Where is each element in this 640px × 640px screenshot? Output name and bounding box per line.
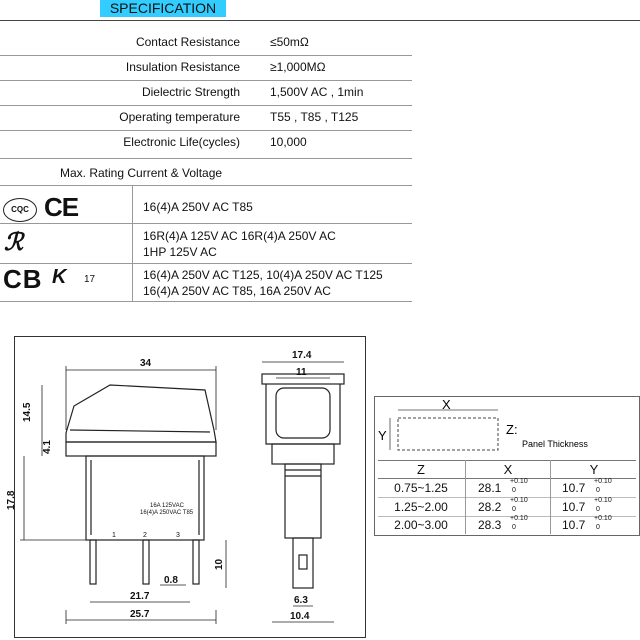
switch-housing	[86, 456, 204, 540]
spec-value: ≤50mΩ	[270, 35, 309, 49]
spec-value: 10,000	[270, 135, 307, 149]
y-value: 10.7	[562, 500, 586, 514]
y-tolerance-upper: +0.10	[594, 478, 612, 485]
x-tolerance-upper: +0.10	[510, 478, 528, 485]
cqc-logo: CQC	[3, 198, 37, 222]
spec-row	[0, 130, 640, 155]
pin-label: 1	[112, 532, 116, 539]
cert-line: 16(4)A 250V AC T85	[143, 200, 253, 214]
ce-logo: CE	[44, 192, 79, 222]
cert-line: 16(4)A 250V AC T125, 10(4)A 250V AC T125	[143, 268, 383, 282]
y-value: 10.7	[562, 481, 586, 495]
spec-value: ≥1,000MΩ	[270, 60, 326, 74]
kema-logo: K	[52, 266, 67, 288]
spec-value: T55 , T85 , T125	[270, 110, 359, 124]
spec-label: Dielectric Strength	[141, 85, 240, 99]
panel-cutout-rect	[398, 418, 498, 450]
x-tolerance-lower: 0	[512, 487, 516, 494]
side-bezel	[272, 444, 334, 464]
pin-1	[90, 540, 96, 584]
x-tolerance-upper: +0.10	[510, 497, 528, 504]
col-header-x: X	[503, 462, 513, 477]
dim-34: 34	[140, 358, 152, 369]
specification-title: SPECIFICATION	[100, 0, 226, 17]
switch-bezel	[66, 442, 216, 456]
dim-6-3: 6.3	[294, 595, 308, 606]
table-rule	[378, 460, 636, 461]
row-divider	[0, 158, 412, 159]
col-header-z: Z	[417, 462, 425, 477]
panel-cutout-diagram	[374, 396, 638, 460]
side-housing	[285, 464, 321, 538]
pin-label: 2	[143, 532, 147, 539]
panel-z-label: Z:	[506, 422, 518, 437]
x-tolerance-lower: 0	[512, 506, 516, 513]
cert-row	[0, 263, 412, 301]
z-range: 2.00~3.00	[394, 518, 448, 532]
dim-17-4: 17.4	[292, 350, 312, 361]
panel-y-label: Y	[378, 428, 387, 443]
y-tolerance-upper: +0.10	[594, 497, 612, 504]
panel-thickness-label: Panel Thickness	[522, 439, 588, 449]
z-range: 1.25~2.00	[394, 500, 448, 514]
cert-line: 1HP 125V AC	[143, 245, 217, 259]
kema-logo-number: 17	[84, 274, 96, 285]
dim-4-1: 4.1	[42, 440, 53, 454]
spec-row	[0, 80, 640, 105]
cert-row	[0, 185, 412, 223]
side-rocker	[276, 388, 330, 438]
dim-10: 10	[214, 558, 225, 570]
x-value: 28.3	[478, 518, 502, 532]
x-tolerance-lower: 0	[512, 524, 516, 531]
row-divider	[0, 301, 412, 302]
cert-line: 16R(4)A 125V AC 16R(4)A 250V AC	[143, 229, 336, 243]
spec-label: Operating temperature	[119, 110, 240, 124]
pin-label: 3	[176, 532, 180, 539]
body-marking: 16(4)A 250VAC T85	[140, 510, 194, 516]
dim-0-8: 0.8	[164, 575, 178, 586]
pin-3	[193, 540, 199, 584]
rating-title: Max. Rating Current & Voltage	[60, 166, 223, 180]
dim-10-4: 10.4	[290, 611, 310, 622]
x-tolerance-upper: +0.10	[510, 515, 528, 522]
spec-value: 1,500V AC , 1min	[270, 85, 364, 99]
dim-14-5: 14.5	[22, 402, 33, 422]
dim-11: 11	[296, 367, 307, 378]
dim-21-7: 21.7	[130, 591, 150, 602]
ul-logo: ℛ	[4, 229, 24, 256]
x-value: 28.2	[478, 500, 502, 514]
spec-row	[0, 105, 640, 130]
side-terminal	[293, 538, 313, 588]
col-header-y: Y	[589, 462, 599, 477]
y-value: 10.7	[562, 518, 586, 532]
dim-17-8: 17.8	[6, 490, 17, 510]
panel-x-label: X	[442, 397, 451, 412]
y-tolerance-lower: 0	[596, 506, 600, 513]
dim-25-7: 25.7	[130, 609, 150, 620]
x-value: 28.1	[478, 481, 502, 495]
spec-label: Contact Resistance	[135, 35, 240, 49]
cert-row	[0, 223, 412, 263]
y-tolerance-lower: 0	[596, 524, 600, 531]
cert-line: 16(4)A 250V AC T85, 16A 250V AC	[143, 284, 331, 298]
spec-label: Insulation Resistance	[125, 60, 240, 74]
z-range: 0.75~1.25	[394, 481, 448, 495]
spec-row	[0, 55, 640, 80]
spec-label: Electronic Life(cycles)	[123, 135, 240, 149]
cb-logo: CB	[3, 264, 43, 294]
y-tolerance-lower: 0	[596, 487, 600, 494]
switch-drawing	[0, 330, 370, 640]
pin-2	[143, 540, 149, 584]
y-tolerance-upper: +0.10	[594, 515, 612, 522]
header-rule	[0, 20, 640, 21]
column-divider	[550, 460, 551, 534]
spec-row	[0, 30, 640, 55]
body-marking: 16A 125VAC	[150, 503, 184, 509]
rocker-cap	[66, 385, 216, 442]
